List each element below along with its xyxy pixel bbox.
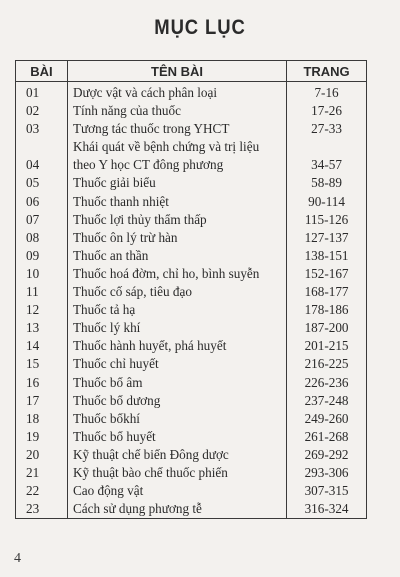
lesson-title-cell <box>67 120 286 138</box>
lesson-number: 21 <box>26 464 40 480</box>
lesson-number: 14 <box>26 338 40 354</box>
lesson-number: 16 <box>26 374 40 390</box>
lesson-number: 03 <box>26 121 40 137</box>
page-range: 127-137 <box>304 229 349 245</box>
page-range: 138-151 <box>304 247 349 263</box>
lesson-title-cell <box>67 482 286 500</box>
lesson-number: 04 <box>26 157 40 173</box>
lesson-title-cell <box>67 247 286 265</box>
table-row <box>16 374 367 392</box>
lesson-number: 15 <box>26 356 40 372</box>
table-row <box>16 500 367 519</box>
lesson-number: 08 <box>26 229 40 245</box>
table-row <box>16 482 367 500</box>
lesson-title-cell <box>67 211 286 229</box>
lesson-title: Kỹ thuật chế biến Đông dược <box>72 446 229 462</box>
lesson-title: Dược vật và cách phân loại <box>72 85 218 100</box>
page-range: 187-200 <box>304 320 349 336</box>
lesson-number: 18 <box>26 410 40 426</box>
lesson-number: 23 <box>26 501 40 517</box>
lesson-number: 06 <box>26 193 40 209</box>
lesson-number: 11 <box>26 284 39 300</box>
table-row <box>16 138 367 174</box>
table-row <box>16 120 367 138</box>
lesson-title: Thuốc lý khí <box>72 320 141 336</box>
lesson-number: 13 <box>26 320 40 336</box>
page-range: 168-177 <box>304 284 349 300</box>
lesson-number: 10 <box>26 265 40 281</box>
lesson-title: Thuốc hành huyết, phá huyết <box>72 338 227 354</box>
page-range: 316-324 <box>304 501 349 517</box>
lesson-title: Thuốc bổ dương <box>72 392 161 408</box>
table-row <box>16 410 367 428</box>
lesson-title-cell <box>67 301 286 319</box>
lesson-title: Tính năng của thuốc <box>72 103 181 119</box>
lesson-title: Thuốc tả hạ <box>72 302 136 318</box>
lesson-number: 09 <box>26 247 40 263</box>
table-row <box>16 337 367 355</box>
table-row <box>16 428 367 446</box>
page-range: 27-33 <box>311 121 342 137</box>
lesson-title-cell <box>67 464 286 482</box>
page-range: 58-89 <box>311 175 342 191</box>
lesson-title: Thuốc ôn lý trừ hàn <box>72 229 178 245</box>
lesson-number: 22 <box>26 483 40 499</box>
table-row <box>16 265 367 283</box>
page-range: 261-268 <box>304 428 349 444</box>
lesson-title: Kỹ thuật bào chế thuốc phiến <box>72 464 228 480</box>
table-row <box>16 355 367 373</box>
lesson-title-cell <box>67 283 286 301</box>
lesson-title-cell <box>67 500 286 519</box>
page-title: MỤC LỤC <box>154 16 246 39</box>
table-row <box>16 301 367 319</box>
lesson-title: Cao động vật <box>72 483 144 499</box>
lesson-title-cell <box>67 174 286 192</box>
page-range: 17-26 <box>311 103 342 119</box>
table-row <box>16 446 367 464</box>
lesson-title: Cách sử dụng phương tễ <box>72 501 202 517</box>
lesson-title-cell <box>67 355 286 373</box>
lesson-title-cell <box>67 374 286 392</box>
lesson-title-cell <box>67 82 286 103</box>
lesson-title: Thuốc bổkhí <box>72 410 140 426</box>
page-number: 4 <box>14 551 21 566</box>
lesson-title-cell <box>67 446 286 464</box>
lesson-title-cell <box>67 410 286 428</box>
page-range: 90-114 <box>308 193 345 209</box>
lesson-number: 12 <box>26 302 40 318</box>
table-row <box>16 174 367 192</box>
table-row <box>16 102 367 120</box>
lesson-title: Thuốc cố sáp, tiêu đạo <box>72 284 192 300</box>
header-page-range: TRANG <box>287 61 367 82</box>
lesson-title: Thuốc bổ huyết <box>72 428 156 444</box>
table-row <box>16 82 367 103</box>
toc-body <box>16 82 367 519</box>
lesson-number: 02 <box>26 103 40 119</box>
lesson-title: Thuốc thanh nhiệt <box>72 193 169 209</box>
lesson-number: 05 <box>26 175 40 191</box>
lesson-title-cell <box>67 428 286 446</box>
table-row <box>16 229 367 247</box>
header-lesson-number: BÀI <box>16 61 68 82</box>
table-row <box>16 193 367 211</box>
page-range: 226-236 <box>304 374 349 390</box>
lesson-title-cell <box>67 392 286 410</box>
lesson-number: 17 <box>26 392 40 408</box>
page-range: 178-186 <box>304 302 349 318</box>
lesson-title: Thuốc hoá đờm, chỉ ho, bình suyễn <box>72 265 260 281</box>
lesson-title-cell <box>67 102 286 120</box>
lesson-title: Tương tác thuốc trong YHCT <box>72 121 230 137</box>
page-range: 152-167 <box>304 265 349 281</box>
lesson-number: 07 <box>26 211 40 227</box>
lesson-number: 20 <box>26 446 40 462</box>
page-range: 34-57 <box>311 157 342 173</box>
lesson-title-cell <box>67 193 286 211</box>
lesson-title-cell <box>67 337 286 355</box>
lesson-title: Thuốc giải biểu <box>72 175 156 191</box>
lesson-title-cell <box>67 265 286 283</box>
lesson-title: Thuốc chỉ huyết <box>72 356 159 372</box>
lesson-title-cell <box>67 229 286 247</box>
page-range: 249-260 <box>304 410 349 426</box>
page-range: 216-225 <box>304 356 349 372</box>
toc-table <box>15 60 367 519</box>
lesson-title: Thuốc lợi thủy thẩm thấp <box>72 211 207 227</box>
page-range: 237-248 <box>304 392 349 408</box>
table-row <box>16 283 367 301</box>
table-header-row <box>16 61 367 82</box>
table-row <box>16 247 367 265</box>
lesson-number: 01 <box>26 85 40 100</box>
page-range: 7-16 <box>314 85 339 100</box>
page-range: 201-215 <box>304 338 349 354</box>
page-range: 307-315 <box>304 483 349 499</box>
table-row <box>16 464 367 482</box>
page-range: 293-306 <box>304 464 349 480</box>
lesson-title: Khái quát về bệnh chứng và trị liệu <box>72 139 260 155</box>
lesson-title-cell <box>67 138 286 174</box>
header-lesson-title: TÊN BÀI <box>67 61 286 82</box>
page-range: 115-126 <box>304 211 349 227</box>
table-row <box>16 319 367 337</box>
lesson-title-cell <box>67 319 286 337</box>
page-range: 269-292 <box>304 446 349 462</box>
table-row <box>16 392 367 410</box>
table-row <box>16 211 367 229</box>
lesson-number: 19 <box>26 428 40 444</box>
lesson-title-continued: theo Y học CT đông phương <box>72 157 224 173</box>
lesson-title: Thuốc bổ âm <box>72 374 143 390</box>
lesson-title: Thuốc an thần <box>72 247 149 263</box>
